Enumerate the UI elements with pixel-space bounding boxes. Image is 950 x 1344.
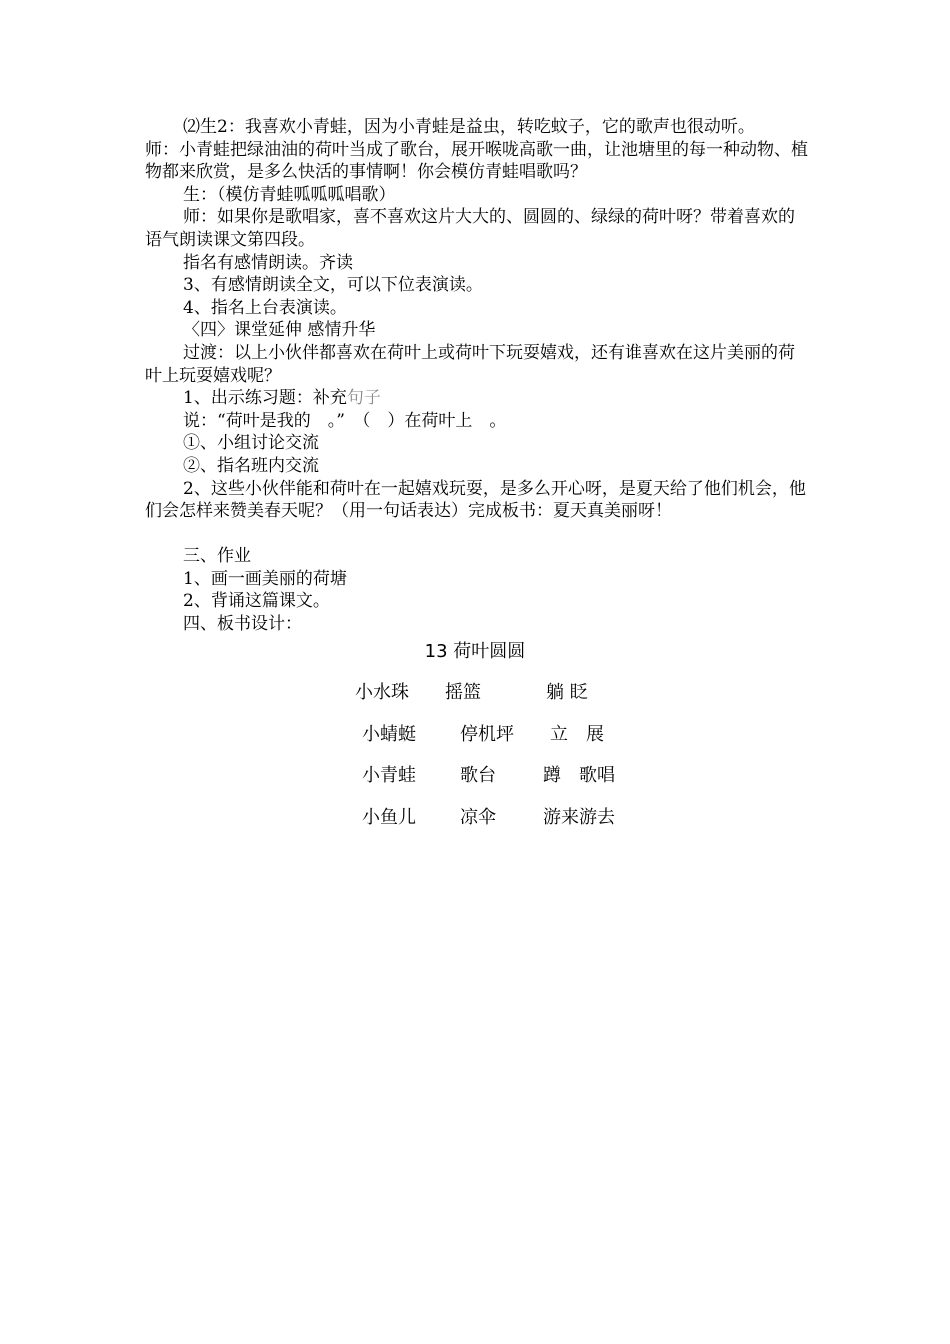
paragraph-exercise <box>145 387 810 410</box>
section-heading-board-design: 四、板书设计： <box>183 614 302 635</box>
board-row-4-subject: 小鱼儿 <box>362 807 416 828</box>
board-title: 13 荷叶圆圆 <box>424 641 526 662</box>
board-row-4-action: 游来游去 <box>543 807 615 828</box>
paragraph-step-2-summary: 2、这些小伙伴能和荷叶在一起嬉戏玩耍，是多么开心呀，是夏天给了他们机会，他们会怎样来赞美春天呢？（用一句话表达）完成板书：夏天真美丽呀！ <box>145 478 806 522</box>
board-row-1-action: 躺 眨 <box>546 682 588 703</box>
paragraph-step-4: 4、指名上台表演读。 <box>183 297 347 318</box>
paragraph-student-2: ⑵生2：我喜欢小青蛙，因为小青蛙是益虫，转吃蚊子，它的歌声也很动听。 <box>183 117 755 137</box>
board-row-3-action: 蹲 歌唱 <box>543 765 615 786</box>
paragraph-group-discussion: ①、小组讨论交流 <box>183 433 319 454</box>
paragraph-class-share: ②、指名班内交流 <box>183 455 319 476</box>
paragraph-transition: 过渡：以上小伙伴都喜欢在荷叶上或荷叶下玩耍嬉戏，还有谁喜欢在这片美丽的荷叶上玩耍嬉戏呢？ <box>145 342 795 386</box>
board-row-2-action: 立 展 <box>550 724 604 745</box>
board-row-4-place: 凉伞 <box>460 807 496 828</box>
homework-item-2: 2、背诵这篇课文。 <box>183 591 330 612</box>
homework-item-1: 1、画一画美丽的荷塘 <box>183 568 347 589</box>
section-heading-homework: 三、作业 <box>183 546 251 567</box>
paragraph-read-aloud: 指名有感情朗读。齐读 <box>183 252 353 273</box>
board-row-2-subject: 小蜻蜓 <box>362 724 416 745</box>
board-row-1-subject: 小水珠 <box>355 682 409 703</box>
paragraph-fill-blank: 说：“荷叶是我的 。” （ ）在荷叶上 。 <box>183 410 507 431</box>
board-row-1-place: 摇篮 <box>445 682 481 703</box>
blank-line <box>145 523 810 546</box>
lesson-body <box>145 116 810 636</box>
section-heading-extension: 〈四〉课堂延伸 感情升华 <box>183 320 376 341</box>
paragraph-teacher-singer: 师：如果你是歌唱家，喜不喜欢这片大大的、圆圆的、绿绿的荷叶呀？带着喜欢的语气朗读课文第四段。 <box>145 207 795 250</box>
exercise-label: 1、出示练习题：补充 <box>183 388 347 409</box>
board-row-3-subject: 小青蛙 <box>362 765 416 786</box>
paragraph-teacher-frog: 师：小青蛙把绿油油的荷叶当成了歌台，展开喉咙高歌一曲，让池塘里的每一种动物、植物都来欣赏，是多么快活的事情啊！你会模仿青蛙唱歌吗？ <box>145 139 808 183</box>
board-row-3-place: 歌台 <box>460 765 496 786</box>
paragraph-step-3: 3、有感情朗读全文，可以下位表演读。 <box>183 275 483 296</box>
board-row-2-place: 停机坪 <box>460 724 514 745</box>
exercise-label-tail: 句子 <box>346 388 381 409</box>
paragraph-student-imitate: 生：（模仿青蛙呱呱呱唱歌） <box>183 184 396 205</box>
